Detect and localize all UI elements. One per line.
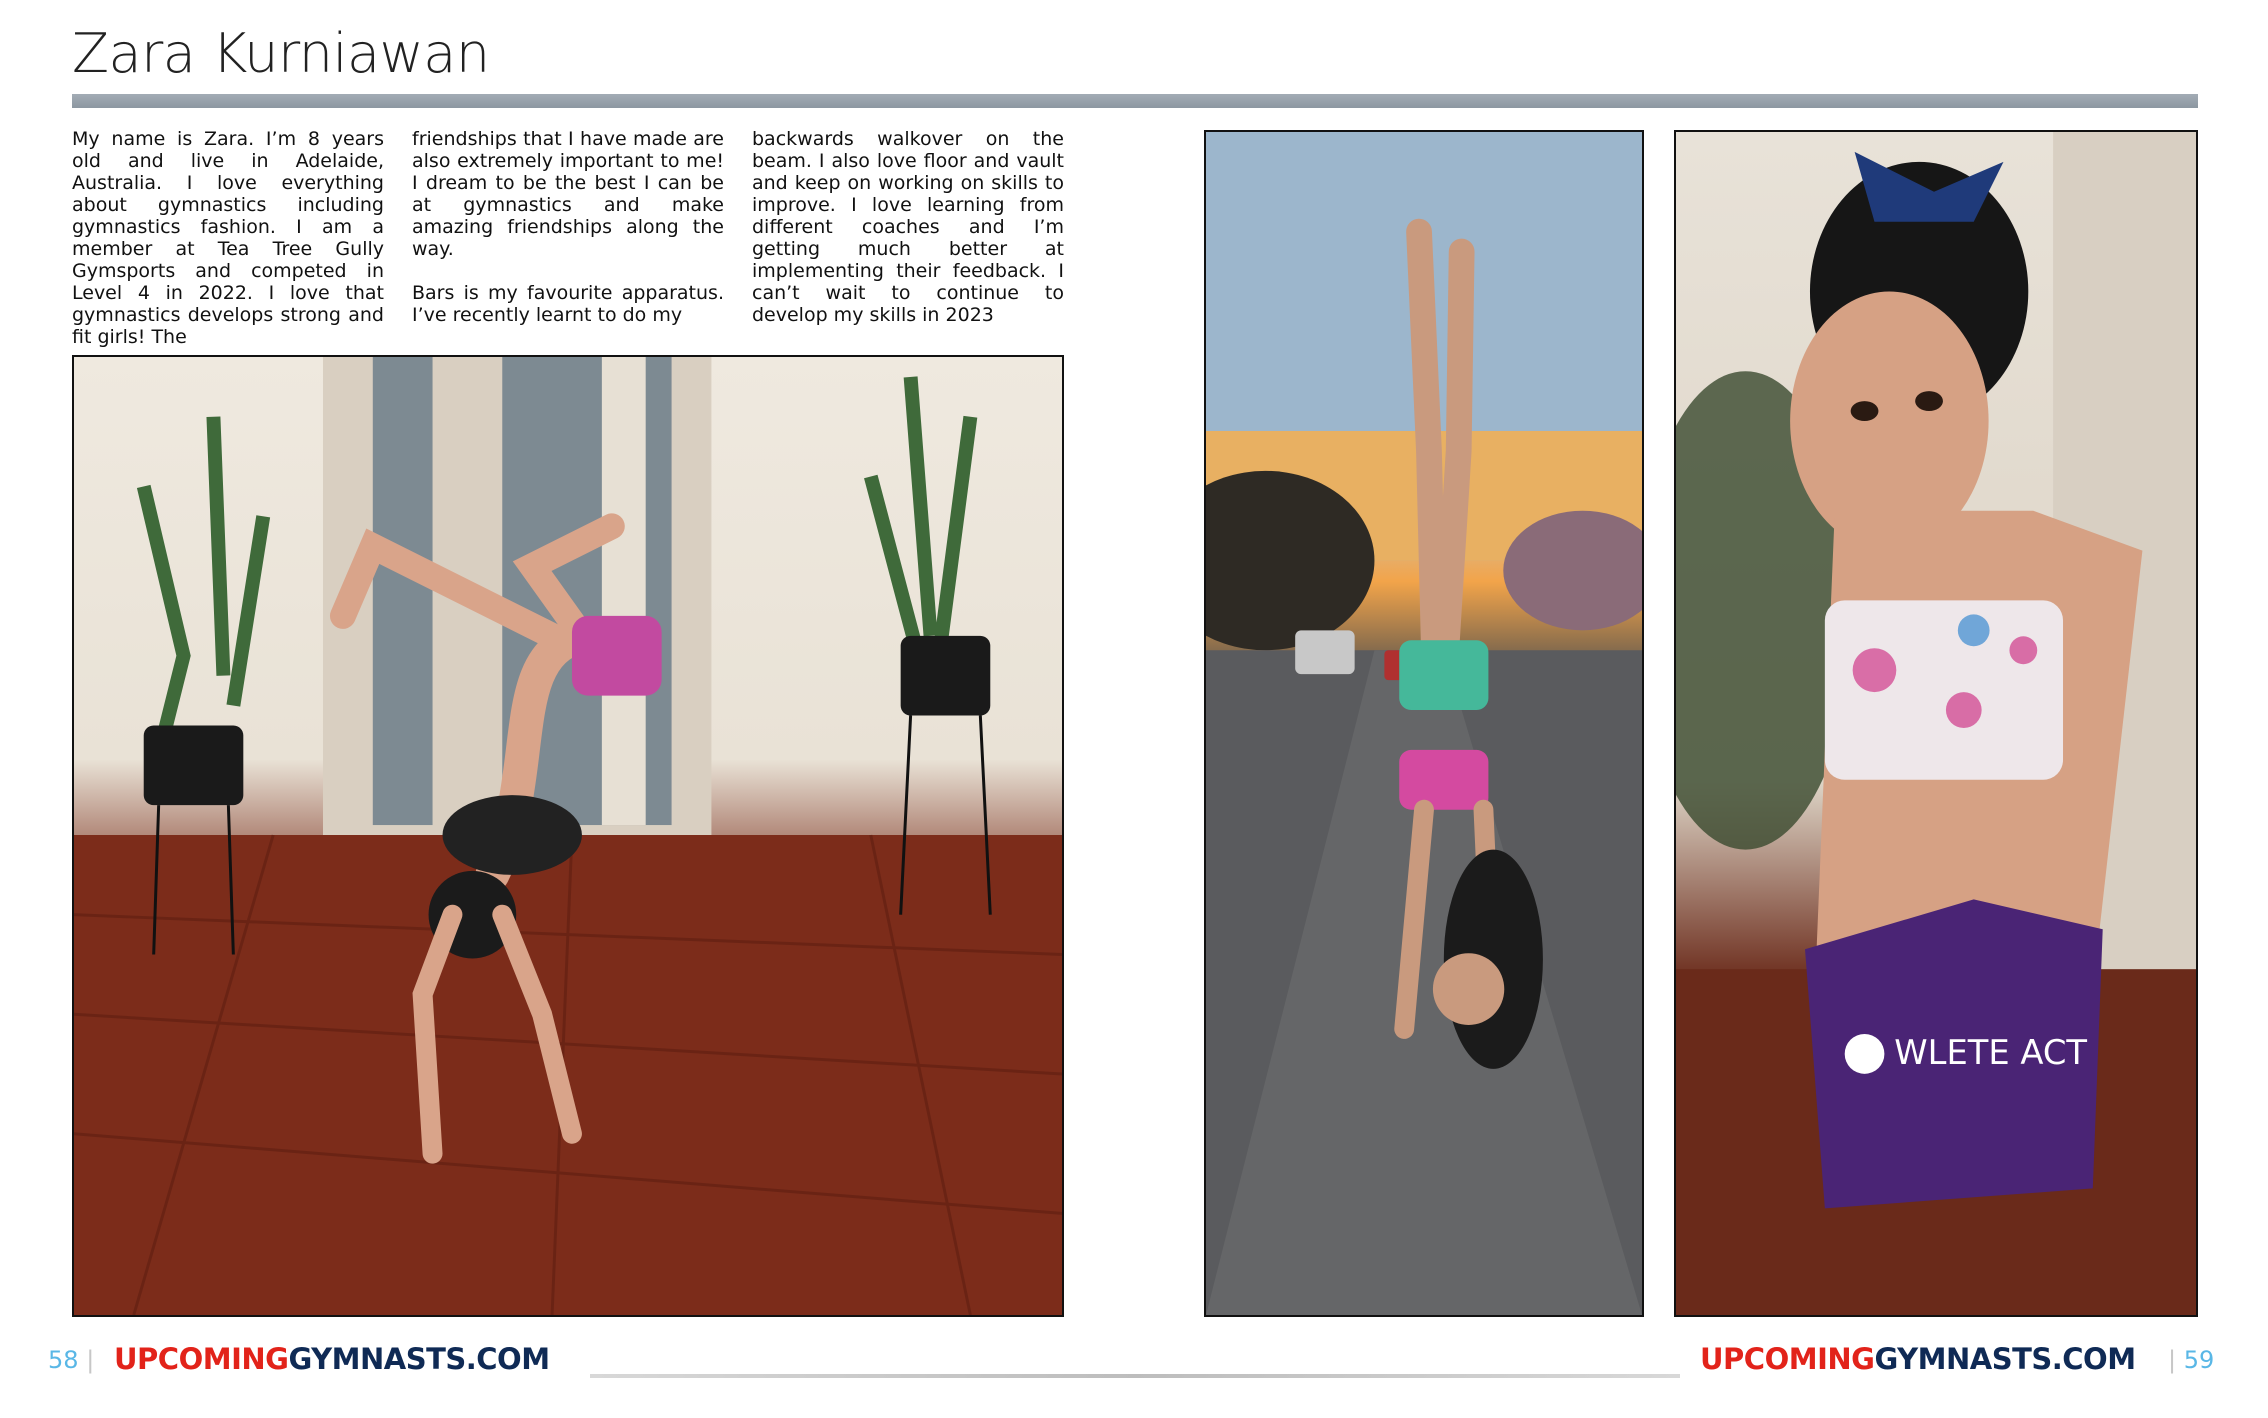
shorts-print: WLETE ACT (1894, 1032, 2088, 1072)
page-number-value: 59 (2183, 1346, 2215, 1374)
page-separator: | (86, 1346, 95, 1374)
photo-indoor-illustration (74, 357, 1062, 1315)
page-number-right (2168, 1346, 2214, 1374)
text-column-3 (752, 128, 1064, 348)
photo-portrait-illustration (1676, 132, 2196, 1315)
brand-upcoming: UPCOMING (1700, 1342, 1875, 1376)
brand-gymnasts: GYMNASTS.COM (1874, 1342, 2136, 1376)
page-separator: | (2168, 1346, 2177, 1374)
article-title: Zara Kurniawan (72, 22, 490, 85)
footer-rule (590, 1374, 1680, 1378)
brand-gymnasts: GYMNASTS.COM (288, 1342, 550, 1376)
page-number-value: 58 (48, 1346, 79, 1374)
photo-gymnast-indoor-pose (72, 355, 1064, 1317)
brand-logo-left (114, 1342, 550, 1376)
brand-upcoming: UPCOMING (114, 1342, 289, 1376)
paragraph: backwards walkover on the beam. I also love floor and vault and keep on working on skills to improve. I love learning from different coaches and I’m getting much better at implementing their feedback. I can’t wait to continue to develop my skills in 2023 (752, 128, 1064, 326)
paragraph: friendships that I have made are also extremely important to me! I dream to be the best I can be at gymnastics and make amazing friendships along the way. (412, 128, 724, 260)
photo-gymnast-street-handstand (1204, 130, 1644, 1317)
photo-gymnast-portrait (1674, 130, 2198, 1317)
text-column-1 (72, 128, 384, 370)
title-rule (72, 94, 2198, 108)
page-number-left (48, 1346, 94, 1374)
photo-street-illustration (1206, 132, 1642, 1315)
brand-logo-right (1700, 1342, 2136, 1376)
paragraph: My name is Zara. I’m 8 years old and live in Adelaide, Australia. I love everything about gymnastics including gymnastics fashion. I am a member at Tea Tree Gully Gymsports and competed in Level 4 in 2022. I love that gymnastics develops strong and fit girls! The (72, 128, 384, 348)
paragraph: Bars is my favourite apparatus. I’ve recently learnt to do my (412, 282, 724, 326)
text-column-2 (412, 128, 724, 348)
